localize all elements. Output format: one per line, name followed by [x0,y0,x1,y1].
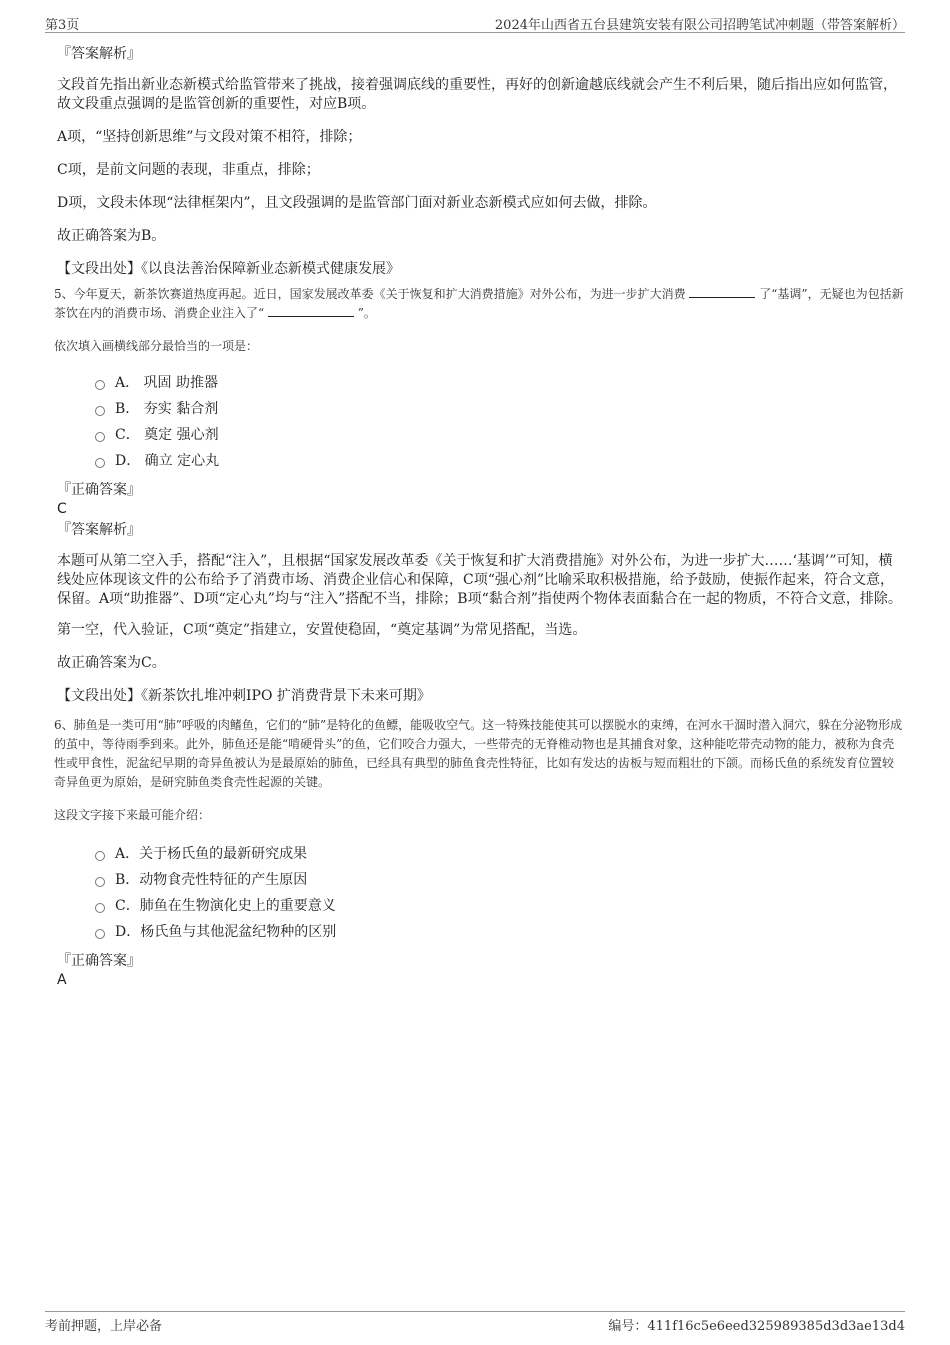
question-text-part: 了“基调”，无疑也为包括新茶饮在内的消费市场、消费企业注入了“ [54,287,904,320]
question-6-prompt: 这段文字接下来最可能介绍： [54,808,211,822]
question-text-part: ”。 [357,306,376,320]
option-label: A． 巩固 助推器 [115,375,219,391]
page-number: 第3页 [45,18,80,33]
option-label: C． 奠定 强心剂 [115,427,219,443]
radio-icon[interactable] [95,432,105,442]
analysis-paragraph: A项，“坚持创新思维”与文段对策不相符，排除； [57,129,362,145]
option-label: B．动物食壳性特征的产生原因 [115,872,308,888]
radio-icon[interactable] [95,851,105,861]
option-c[interactable] [95,893,905,919]
radio-icon[interactable] [95,380,105,390]
analysis-label: 『答案解析』 [57,522,141,538]
answer-label: 『正确答案』 [57,953,141,969]
analysis-paragraph: 故正确答案为C。 [57,655,166,671]
answer-label: 『正确答案』 [57,482,141,498]
analysis-paragraph: 故正确答案为B。 [57,228,166,244]
option-c[interactable] [95,422,905,448]
option-a[interactable] [95,841,905,867]
option-d[interactable] [95,919,905,945]
radio-icon[interactable] [95,903,105,913]
option-label: C．肺鱼在生物演化史上的重要意义 [115,898,336,914]
option-a[interactable] [95,370,905,396]
question-text-part: 5、今年夏天，新茶饮赛道热度再起。近日，国家发展改革委《关于恢复和扩大消费措施》对外公布，为进一步扩大消费 [54,287,686,301]
footer-slogan: 考前押题，上岸必备 [45,1319,163,1334]
option-label: D． 确立 定心丸 [115,453,220,469]
source-citation: 【文段出处】《新茶饮扎堆冲刺IPO 扩消费背景下未来可期》 [57,688,431,704]
correct-answer: C [57,501,67,517]
analysis-paragraph: 文段首先指出新业态新模式给监管带来了挑战，接着强调底线的重要性，再好的创新逾越底线就会产生不利后果，随后指出应如何监管，故文段重点强调的是监管创新的重要性，对应B项。 [57,77,897,112]
document-id: 编号：411f16c5e6eed325989385d3d3ae13d4 [608,1319,905,1334]
correct-answer: A [57,972,67,988]
option-d[interactable] [95,448,905,474]
question-5-options [95,370,905,474]
analysis-paragraph: 第一空，代入验证，C项“奠定”指建立，安置使稳固，“奠定基调”为常见搭配，当选。 [57,622,587,638]
source-citation: 【文段出处】《以良法善治保障新业态新模式健康发展》 [57,261,400,277]
option-label: B． 夯实 黏合剂 [115,401,219,417]
analysis-label: 『答案解析』 [57,46,141,62]
document-title: 2024年山西省五台县建筑安装有限公司招聘笔试冲刺题（带答案解析） [494,18,905,33]
option-label: D．杨氏鱼与其他泥盆纪物种的区别 [115,924,337,940]
option-b[interactable] [95,396,905,422]
analysis-paragraph: C项，是前文问题的表现，非重点，排除； [57,162,320,178]
question-6-options [95,841,905,945]
radio-icon[interactable] [95,406,105,416]
page-footer [45,1311,905,1336]
option-label: A．关于杨氏鱼的最新研究成果 [115,846,308,862]
fill-blank-2 [268,304,354,317]
option-b[interactable] [95,867,905,893]
radio-icon[interactable] [95,929,105,939]
analysis-paragraph: D项，文段未体现“法律框架内”，且文段强调的是监管部门面对新业态新模式应如何去做，排除。 [57,195,657,211]
fill-blank-1 [689,285,755,298]
question-5-prompt: 依次填入画横线部分最恰当的一项是： [54,339,259,353]
radio-icon[interactable] [95,458,105,468]
page-content [54,44,905,989]
question-5-text [54,285,905,323]
question-6-text: 6、肺鱼是一类可用“肺”呼吸的肉鳍鱼，它们的“肺”是特化的鱼鳔，能吸收空气。这一特殊技能使其可以摆脱水的束缚，在河水干涸时潜入洞穴，躲在分泌物形成的茧中，等待雨季到来。此外，肺鱼还是能“啃硬骨头”的鱼，它们咬合力强大，一些带壳的无脊椎动物也是其捕食对象，这种能吃带壳动物的能力，被称为食壳性或甲食性，泥盆纪早期的奇异鱼被认为是最原始的肺鱼，已经具有典型的肺鱼食壳性特征，比如有发达的齿板与短而粗壮的下颌。而杨氏鱼的系统发育位置较奇异鱼更为原始，是研究肺鱼类食壳性起源的关键。 [54,718,903,789]
radio-icon[interactable] [95,877,105,887]
analysis-paragraph: 本题可从第二空入手，搭配“注入”，且根据“国家发展改革委《关于恢复和扩大消费措施》对外公布，为进一步扩大……‘基调’”可知，横线处应体现该文件的公布给予了消费市场、消费企业信心和保障，C项“强心剂”比喻采取积极措施，给予鼓励，使振作起来，符合文意，保留。A项“助推器”、D项“定心丸”均与“注入”搭配不当，排除；B项“黏合剂”指使两个物体表面黏合在一起的物质，不符合文意，排除。 [57,553,902,607]
page-header [45,12,905,33]
